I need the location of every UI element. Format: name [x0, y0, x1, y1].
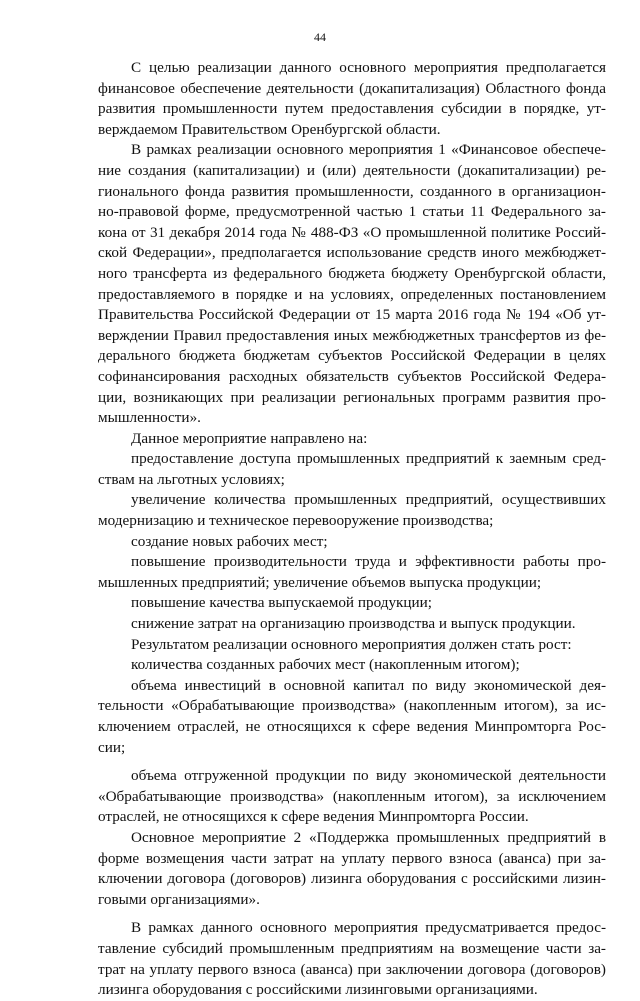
paragraph-line: ние создания (капитализации) и (или) деятельности (докапитализации) ре- [98, 161, 606, 179]
paragraph-line: ствам на льготных условиях; [98, 470, 285, 488]
paragraph-line: верждаемом Правительством Оренбургской области. [98, 120, 441, 138]
paragraph-line: развития промышленности путем предоставления субсидии в порядке, ут- [98, 100, 606, 118]
paragraph-line: Данное мероприятие направлено на: [131, 429, 368, 447]
paragraph [98, 532, 606, 553]
paragraph [98, 918, 606, 1000]
paragraph-line: ции, возникающих при реализации региональных программ развития про- [98, 388, 606, 406]
paragraph-line: увеличение количества промышленных предприятий, осуществивших [131, 491, 606, 509]
paragraph-line: С целью реализации данного основного мероприятия предполагается [131, 59, 606, 76]
paragraph-line: верждении Правил предоставления иных межбюджетных трансфертов из фе- [98, 326, 606, 344]
paragraph-line: кона от 31 декабря 2014 года № 488-ФЗ «О промышленной политике Россий- [98, 223, 606, 241]
body-text [98, 58, 606, 1001]
paragraph-line: «Обрабатывающие производства» (накопленным итогом), за исключением [98, 787, 606, 805]
paragraph-line: тавление субсидий промышленным предприятиям на возмещение части за- [98, 939, 606, 957]
page-number: 44 [314, 30, 326, 44]
paragraph-line: ской Федерации», предполагается использование средств иного межбюджет- [98, 244, 606, 262]
paragraph-line: сии; [98, 738, 126, 756]
paragraph-line: финансовое обеспечение деятельности (докапитализация) Областного фонда [98, 79, 606, 97]
paragraph [98, 766, 606, 828]
paragraph-line: количества созданных рабочих мест (накопленным итогом); [131, 656, 520, 674]
paragraph-line: мышленности». [98, 409, 201, 427]
paragraph [98, 614, 606, 635]
paragraph-line: трат на уплату первого взноса (аванса) при заключении договора (договоров) [98, 960, 606, 978]
paragraph [98, 429, 606, 450]
paragraph-line: говыми организациями». [98, 890, 260, 908]
paragraph-line: форме возмещения части затрат на уплату первого взноса (аванса) при за- [98, 849, 606, 867]
paragraph-line: но-правовой форме, предусмотренной частью 1 статьи 11 Федерального за- [98, 203, 606, 221]
paragraph-line: повышение качества выпускаемой продукции; [131, 594, 433, 612]
paragraph-line: ного трансферта из федерального бюджета бюджету Оренбургской области, [98, 264, 606, 282]
paragraph-line: предоставляемого в порядке и на условиях, определенных постановлением [98, 285, 606, 303]
paragraph-line: ключением отраслей, не относящихся к сфере ведения Минпромторга Рос- [98, 718, 606, 735]
paragraph-line: предоставление доступа промышленных предприятий к заемным сред- [131, 450, 606, 468]
paragraph [98, 449, 606, 490]
paragraph-line: тельности «Обрабатывающие производства» (накопленным итогом), за ис- [98, 697, 606, 715]
paragraph-line: создание новых рабочих мест; [131, 532, 328, 550]
paragraph-line: В рамках данного основного мероприятия предусматривается предос- [131, 919, 606, 937]
paragraph [98, 828, 606, 910]
paragraph-line: снижение затрат на организацию производства и выпуск продукции. [131, 615, 576, 633]
paragraph [98, 676, 606, 758]
paragraph-line: повышение производительности труда и эффективности работы про- [131, 553, 606, 571]
paragraph-line: мышленных предприятий; увеличение объемов выпуска продукции; [98, 573, 542, 591]
paragraph-line: софинансирования расходных обязательств субъектов Российской Федера- [98, 367, 606, 385]
paragraph-line: ключении договора (договоров) лизинга оборудования с российскими лизин- [98, 870, 606, 888]
paragraph [98, 140, 606, 428]
paragraph-line: объема отгруженной продукции по виду экономической деятельности [131, 767, 606, 785]
paragraph [98, 58, 606, 140]
paragraph-line: Правительства Российской Федерации от 15 марта 2016 года № 194 «Об ут- [98, 306, 606, 324]
paragraph-line: лизинга оборудования с российскими лизинговыми организациями. [98, 981, 538, 999]
paragraph-line: Основное мероприятие 2 «Поддержка промышленных предприятий в [131, 828, 606, 846]
paragraph-line: В рамках реализации основного мероприятия 1 «Финансовое обеспече- [131, 141, 606, 159]
paragraph [98, 635, 606, 656]
paragraph-line: дерального бюджета бюджетам субъектов Российской Федерации в целях [98, 347, 606, 365]
paragraph-line: Результатом реализации основного мероприятия должен стать рост: [131, 635, 572, 653]
paragraph [98, 655, 606, 676]
paragraph-line: объема инвестиций в основной капитал по виду экономической дея- [131, 676, 606, 694]
paragraph [98, 552, 606, 593]
paragraph [98, 593, 606, 614]
paragraph-line: отраслей, не относящихся к сфере ведения Минпромторга России. [98, 808, 529, 826]
paragraph-line: гионального фонда развития промышленности, созданного в организацион- [98, 182, 606, 200]
paragraph-line: модернизацию и техническое перевооружение производства; [98, 512, 494, 530]
paragraph [98, 490, 606, 531]
